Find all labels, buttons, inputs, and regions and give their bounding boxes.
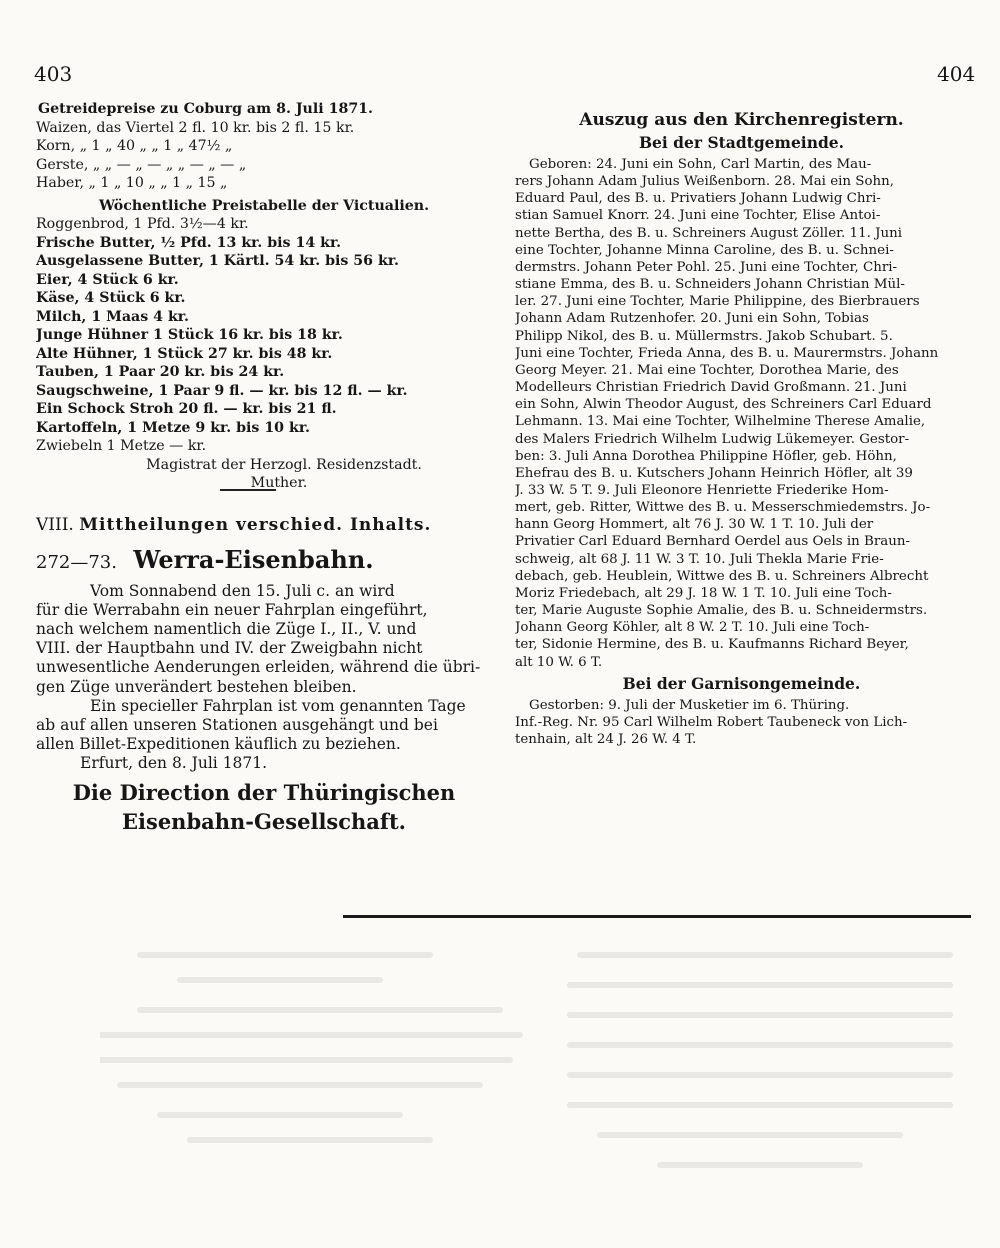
- grain-prices-title: Getreidepreise zu Coburg am 8. Juli 1871.: [38, 101, 373, 117]
- notice-line: für die Werrabahn ein neuer Fahrplan eingeführt,: [36, 600, 428, 619]
- victual-row: Tauben, 1 Paar 20 kr. bis 24 kr.: [36, 364, 285, 380]
- victual-row: Alte Hühner, 1 Stück 27 kr. bis 48 kr.: [36, 345, 333, 362]
- victual-row: Milch, 1 Maas 4 kr.: [36, 308, 189, 325]
- grain-prices-table: [36, 119, 492, 193]
- register-line: ben: 3. Juli Anna Dorothea Philippine Höfler, geb. Höhn,: [515, 448, 897, 464]
- register-line: Johann Georg Köhler, alt 8 W. 2 T. 10. Juli eine Toch-: [515, 620, 870, 636]
- register-line: stian Samuel Knorr. 24. Juni eine Tochter, Elise Antoi-: [515, 208, 881, 224]
- register-line: alt 10 W. 6 T.: [515, 654, 603, 670]
- register-line: Johann Adam Rutzenhofer. 20. Juni ein Sohn, Tobias: [515, 311, 869, 327]
- register-line: ter, Marie Auguste Sophie Amalie, des B. u. Schneidermstrs.: [515, 603, 928, 619]
- register-line: Philipp Nikol, des B. u. Müllermstrs. Jakob Schubart. 5.: [515, 328, 893, 344]
- notice-line: gen Züge unverändert bestehen bleiben.: [36, 677, 357, 696]
- victual-row: Ausgelassene Butter, 1 Kärtl. 54 kr. bis 56 kr.: [36, 253, 399, 269]
- notice-line: nach welchem namentlich die Züge I., II., V. und: [36, 619, 417, 638]
- register-line: Privatier Carl Eduard Bernhard Oerdel aus Oels in Braun-: [515, 534, 911, 550]
- victual-row: Eier, 4 Stück 6 kr.: [36, 271, 179, 288]
- register-line: ein Sohn, Alwin Theodor August, des Schreiners Carl Eduard: [515, 397, 932, 413]
- show-through-texture: [100, 935, 960, 1235]
- register-line: Moriz Friedebach, alt 29 J. 18 W. 1 T. 10. Juli eine Toch-: [515, 585, 892, 601]
- register-line: Lehmann. 13. Mai eine Tochter, Wilhelmine Therese Amalie,: [515, 414, 926, 430]
- victual-row: Roggenbrod, 1 Pfd. 3½—4 kr.: [36, 216, 249, 232]
- notice-line: VIII. der Hauptbahn und IV. der Zweigbahn nicht: [36, 639, 423, 658]
- notice-line: unwesentliche Aenderungen erleiden, während die übri-: [36, 658, 481, 677]
- victual-row: Junge Hühner 1 Stück 16 kr. bis 18 kr.: [36, 327, 343, 343]
- notice-number: 272—73.: [36, 551, 117, 573]
- register-line: tenhain, alt 24 J. 26 W. 4 T.: [515, 732, 697, 747]
- magistrate-name: Muther.: [250, 475, 308, 491]
- short-divider: [220, 489, 276, 491]
- section-number: VIII.: [36, 514, 74, 535]
- register-line: Ehefrau des B. u. Kutschers Johann Heinrich Höfler, alt 39: [515, 465, 913, 481]
- victual-row: Kartoffeln, 1 Metze 9 kr. bis 10 kr.: [36, 419, 310, 436]
- register-line: Georg Meyer. 21. Mai eine Tochter, Dorothea Marie, des: [515, 362, 899, 378]
- grain-row: Haber, „ 1 „ 10 „ „ 1 „ 15 „: [36, 175, 228, 191]
- church-register-title: Auszug aus den Kirchenregistern.: [579, 110, 904, 130]
- victual-row: Saugschweine, 1 Paar 9 fl. — kr. bis 12 fl. — kr.: [36, 382, 408, 399]
- register-line: des Malers Friedrich Wilhelm Ludwig Lükemeyer. Gestor-: [515, 431, 910, 447]
- register-line: mert, geb. Ritter, Wittwe des B. u. Messerschmiedemstrs. Jo-: [515, 500, 931, 516]
- register-line: Eduard Paul, des B. u. Privatiers Johann Ludwig Chri-: [515, 191, 881, 207]
- right-column: [515, 110, 968, 748]
- section-title: Mittheilungen verschied. Inhalts.: [79, 514, 432, 535]
- register-line: J. 33 W. 5 T. 9. Juli Eleonore Henriette Friederike Hom-: [515, 482, 889, 498]
- register-line: Juni eine Tochter, Frieda Anna, des B. u. Maurermstrs. Johann: [515, 345, 939, 361]
- werra-title: Werra-Eisenbahn.: [133, 544, 374, 574]
- werra-heading: [36, 541, 492, 582]
- grain-row: Waizen, das Viertel 2 fl. 10 kr. bis 2 fl. 15 kr.: [36, 119, 355, 136]
- werra-notice-body: [36, 582, 492, 774]
- register-line: ler. 27. Juni eine Tochter, Marie Philippine, des Bierbrauers: [515, 294, 920, 310]
- victual-row: Frische Butter, ½ Pfd. 13 kr. bis 14 kr.: [36, 234, 342, 251]
- notice-line: allen Billet-Expeditionen käuflich zu beziehen.: [36, 735, 401, 754]
- victual-row: Zwiebeln 1 Metze — kr.: [36, 438, 207, 454]
- section-viii-heading: [36, 513, 492, 537]
- direction-signature-2: Eisenbahn-Gesellschaft.: [122, 808, 406, 834]
- register-line: Inf.-Reg. Nr. 95 Carl Wilhelm Robert Taubeneck von Lich-: [515, 714, 908, 730]
- register-line: hann Georg Hommert, alt 76 J. 30 W. 1 T. 10. Juli der: [515, 517, 874, 533]
- page-number-right: 404: [937, 62, 976, 86]
- grain-row: Korn, „ 1 „ 40 „ „ 1 „ 47½ „: [36, 138, 233, 154]
- register-line: Geboren: 24. Juni ein Sohn, Carl Martin, des Mau-: [529, 157, 872, 172]
- victual-row: Ein Schock Stroh 20 fl. — kr. bis 21 fl.: [36, 401, 337, 417]
- victual-row: Käse, 4 Stück 6 kr.: [36, 290, 186, 306]
- register-line: ter, Sidonie Hermine, des B. u. Kaufmanns Richard Beyer,: [515, 637, 909, 653]
- victuals-title: Wöchentliche Preistabelle der Victualien.: [98, 197, 430, 214]
- garrison-parish-heading: Bei der Garnisongemeinde.: [622, 673, 861, 693]
- victuals-list: [36, 215, 492, 456]
- town-parish-entries: [515, 156, 968, 671]
- magistrate-signature: Magistrat der Herzogl. Residenzstadt.: [146, 456, 422, 473]
- register-line: eine Tochter, Johanne Minna Caroline, des B. u. Schnei-: [515, 242, 894, 258]
- town-parish-heading: Bei der Stadtgemeinde.: [638, 133, 845, 152]
- register-line: dermstrs. Johann Peter Pohl. 25. Juni eine Tochter, Chri-: [515, 259, 898, 275]
- register-line: debach, geb. Heublein, Wittwe des B. u. Schreiners Albrecht: [515, 568, 929, 584]
- direction-signature-1: Die Direction der Thüringischen: [72, 779, 456, 805]
- long-divider: [343, 915, 971, 918]
- notice-line: Vom Sonnabend den 15. Juli c. an wird: [90, 581, 395, 600]
- register-line: nette Bertha, des B. u. Schreiners August Zöller. 11. Juni: [515, 225, 903, 241]
- register-line: rers Johann Adam Julius Weißenborn. 28. Mai ein Sohn,: [515, 174, 895, 190]
- notice-line: Ein specieller Fahrplan ist vom genannten Tage: [90, 696, 466, 715]
- register-line: schweig, alt 68 J. 11 W. 3 T. 10. Juli Thekla Marie Frie-: [515, 551, 884, 567]
- notice-line: ab auf allen unseren Stationen ausgehängt und bei: [36, 715, 438, 734]
- left-column: [36, 100, 492, 836]
- garrison-parish-entries: [515, 697, 968, 748]
- register-line: Modelleurs Christian Friedrich David Großmann. 21. Juni: [515, 380, 907, 396]
- page-number-left: 403: [34, 62, 73, 86]
- register-line: Gestorben: 9. Juli der Musketier im 6. Thüring.: [529, 697, 850, 713]
- grain-row: Gerste, „ „ — „ — „ „ — „ — „: [36, 156, 247, 173]
- notice-date: Erfurt, den 8. Juli 1871.: [80, 754, 268, 773]
- register-line: stiane Emma, des B. u. Schneiders Johann Christian Mül-: [515, 277, 905, 293]
